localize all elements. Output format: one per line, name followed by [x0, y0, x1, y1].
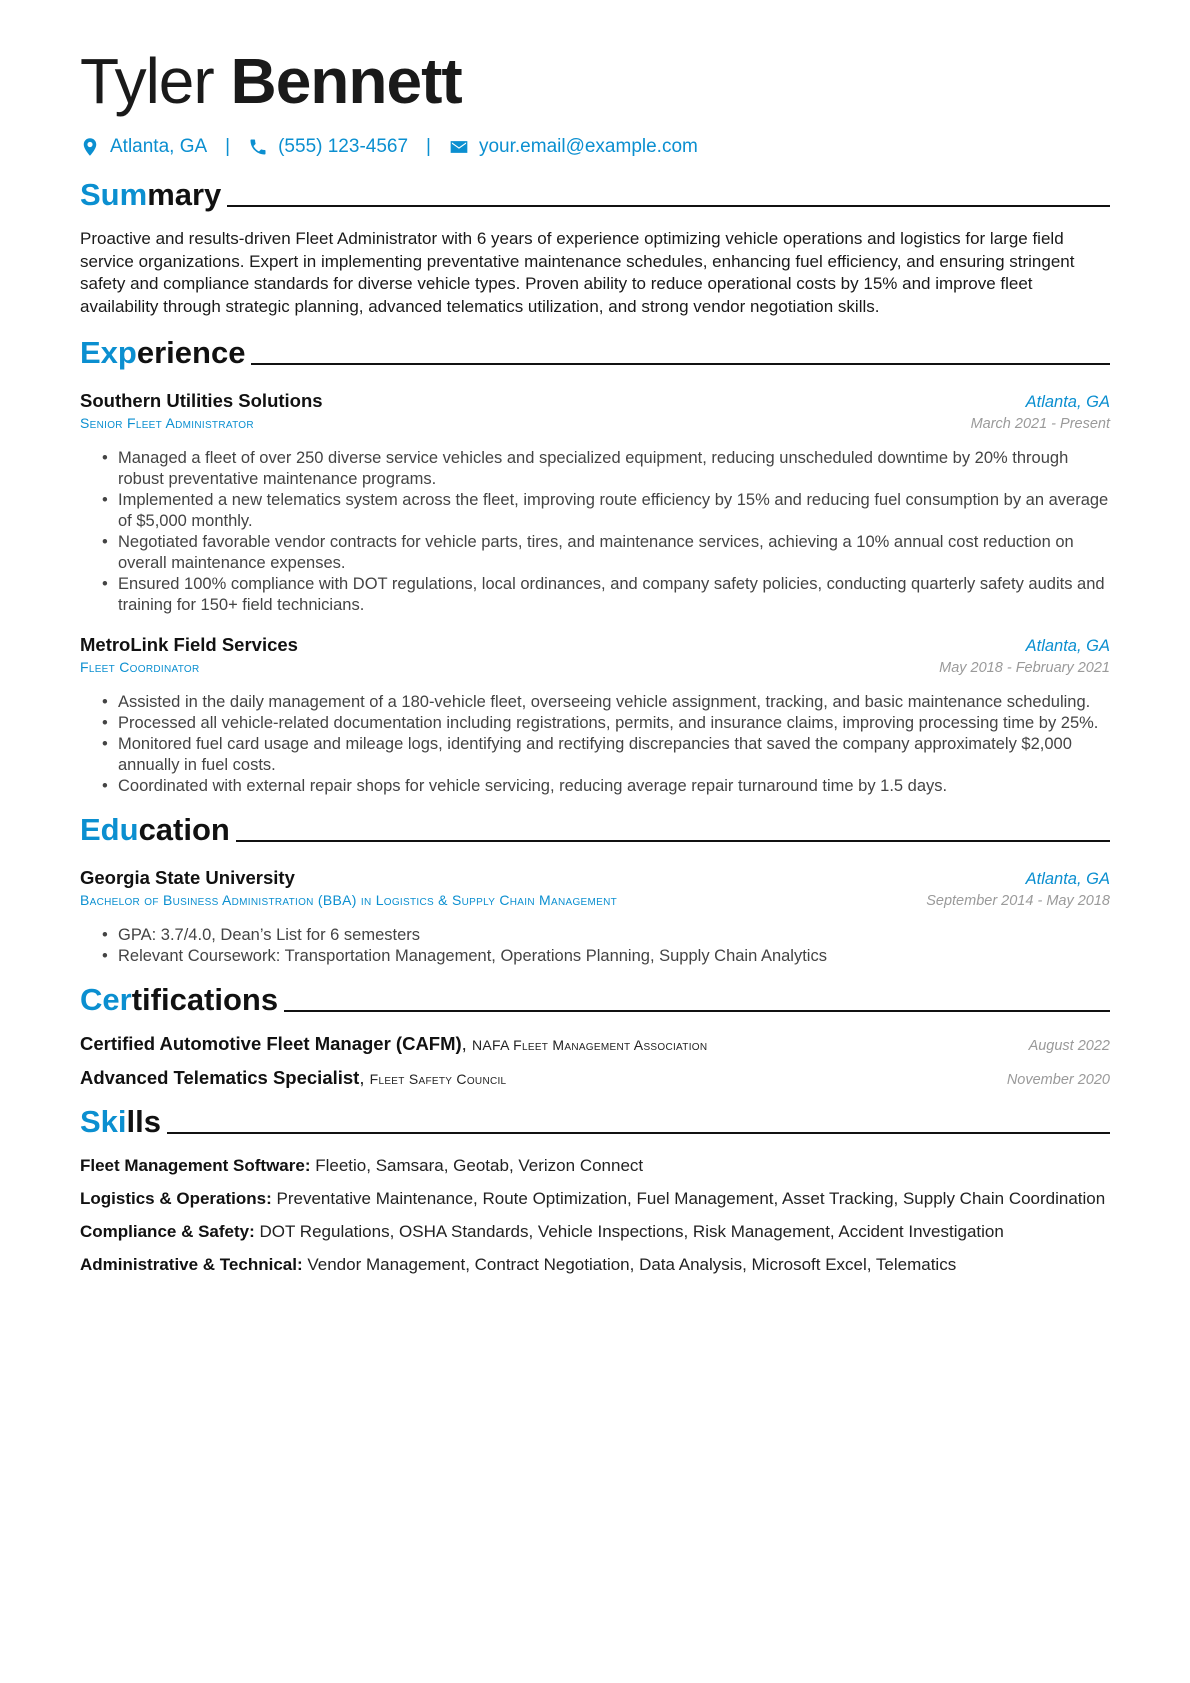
summary-text: Proactive and results-driven Fleet Administrator with 6 years of experience optimizing vehicle operations and logistics for large field service organizations. Expert in implementing preventative maintenance schedules, enhancing fuel efficiency, and ensuring stringent safety and compliance standards for diverse vehicle types. Proven ability to reduce operational costs by 15% and improve fleet availability through strategic planning, advanced telematics utilization, and strong vendor negotiation skills.	[80, 229, 1075, 316]
envelope-icon	[449, 137, 469, 157]
skill-value: Fleetio, Samsara, Geotab, Verizon Connect	[315, 1156, 644, 1175]
section-heading: Education	[80, 812, 230, 847]
job-entry	[80, 634, 1110, 797]
section-heading: Summary	[80, 177, 222, 212]
skill-label: Administrative & Technical:	[80, 1255, 303, 1274]
skill-value: DOT Regulations, OSHA Standards, Vehicle Inspections, Risk Management, Accident Investigation	[259, 1222, 1004, 1241]
section-divider	[251, 363, 1110, 365]
school-location: Atlanta, GA	[1025, 870, 1110, 888]
skill-row	[80, 1188, 1110, 1210]
section-education-title	[80, 809, 1110, 849]
list-item: • Ensured 100% compliance with DOT regulations, local ordinances, and company safety policies, conducting quarterly safety audits and training for 150+ field technicians.	[118, 574, 1110, 616]
list-item: • Monitored fuel card usage and mileage logs, identifying and rectifying discrepancies that saved the company approximately $2,000 annually in fuel costs.	[118, 734, 1110, 776]
list-item: • GPA: 3.7/4.0, Dean’s List for 6 semesters	[118, 925, 1110, 946]
job-entry	[80, 390, 1110, 616]
school-name: Georgia State University	[80, 867, 295, 888]
certification-issuer: Fleet Safety Council	[369, 1071, 507, 1087]
company-name: Southern Utilities Solutions	[80, 390, 323, 411]
section-heading: Skills	[80, 1104, 161, 1139]
certification-date: November 2020	[1006, 1072, 1110, 1088]
certification-item: Certified Automotive Fleet Manager (CAFM), NAFA Fleet Management Association August 2022	[80, 1033, 1110, 1054]
skill-value: Vendor Management, Contract Negotiation, Data Analysis, Microsoft Excel, Telematics	[307, 1255, 957, 1274]
job-title: Senior Fleet Administrator	[80, 415, 254, 431]
section-heading: Experience	[80, 335, 246, 370]
certification-name: Certified Automotive Fleet Manager (CAFM)	[80, 1033, 462, 1054]
contact-separator: |	[225, 136, 231, 157]
skills-list	[80, 1155, 1110, 1276]
section-divider	[236, 840, 1110, 842]
candidate-name	[80, 38, 1110, 124]
skill-label: Compliance & Safety:	[80, 1222, 255, 1241]
job-dates: March 2021 - Present	[970, 416, 1110, 432]
section-divider	[227, 205, 1110, 207]
certification-name: Advanced Telematics Specialist	[80, 1067, 360, 1088]
education-dates: September 2014 - May 2018	[926, 893, 1110, 909]
list-item: • Coordinated with external repair shops for vehicle servicing, reducing average repair turnaround time by 1.5 days.	[118, 776, 1110, 797]
job-title: Fleet Coordinator	[80, 659, 200, 675]
list-item: • Negotiated favorable vendor contracts for vehicle parts, tires, and maintenance services, achieving a 10% annual cost reduction on overall maintenance expenses.	[118, 532, 1110, 574]
section-divider	[284, 1010, 1110, 1012]
certification-item: Advanced Telematics Specialist, Fleet Safety Council November 2020	[80, 1067, 1110, 1088]
section-summary-title	[80, 174, 1110, 214]
skill-row	[80, 1221, 1110, 1243]
skill-value: Preventative Maintenance, Route Optimization, Fuel Management, Asset Tracking, Supply Chain Coordination	[276, 1189, 1106, 1208]
section-heading: Certifications	[80, 982, 279, 1017]
list-item: • Assisted in the daily management of a 180-vehicle fleet, overseeing vehicle assignment, tracking, and basic maintenance scheduling.	[118, 692, 1110, 713]
list-item: • Relevant Coursework: Transportation Management, Operations Planning, Supply Chain Analytics	[118, 946, 1110, 967]
contact-bar	[80, 132, 1110, 162]
contact-location	[80, 136, 207, 158]
skill-row	[80, 1254, 1110, 1276]
certification-issuer: NAFA Fleet Management Association	[471, 1037, 708, 1053]
job-dates: May 2018 - February 2021	[939, 660, 1110, 676]
location-text: Atlanta, GA	[110, 136, 208, 157]
company-name: MetroLink Field Services	[80, 634, 298, 655]
section-certifications-title	[80, 979, 1110, 1019]
email-link[interactable]: your.email@example.com	[478, 136, 698, 157]
contact-separator: |	[426, 136, 431, 157]
skill-row	[80, 1155, 1110, 1177]
education-entry	[80, 867, 1110, 967]
phone-text[interactable]: (555) 123-4567	[278, 136, 409, 157]
job-location: Atlanta, GA	[1025, 637, 1110, 655]
list-item: • Implemented a new telematics system across the fleet, improving route efficiency by 15% and reducing fuel consumption by an average of $5,000 monthly.	[118, 490, 1110, 532]
last-name: Bennett	[230, 45, 462, 117]
job-bullets	[80, 448, 1110, 616]
skill-label: Logistics & Operations:	[80, 1189, 272, 1208]
phone-icon	[248, 137, 268, 157]
contact-email[interactable]	[449, 136, 698, 158]
degree-title: Bachelor of Business Administration (BBA) in Logistics & Supply Chain Management	[80, 892, 618, 908]
education-bullets	[80, 925, 1110, 967]
list-item: • Managed a fleet of over 250 diverse service vehicles and specialized equipment, reducing unscheduled downtime by 20% through robust preventative maintenance programs.	[118, 448, 1110, 490]
first-name: Tyler	[80, 45, 214, 117]
map-pin-icon	[80, 137, 100, 157]
contact-phone[interactable]	[248, 136, 408, 158]
certification-date: August 2022	[1028, 1038, 1110, 1054]
section-divider	[167, 1132, 1110, 1134]
job-location: Atlanta, GA	[1025, 393, 1110, 411]
section-skills-title	[80, 1101, 1110, 1141]
skill-label: Fleet Management Software:	[80, 1156, 311, 1175]
section-experience-title	[80, 332, 1110, 372]
job-bullets	[80, 692, 1110, 797]
list-item: • Processed all vehicle-related documentation including registrations, permits, and insurance claims, improving processing time by 25%.	[118, 713, 1110, 734]
